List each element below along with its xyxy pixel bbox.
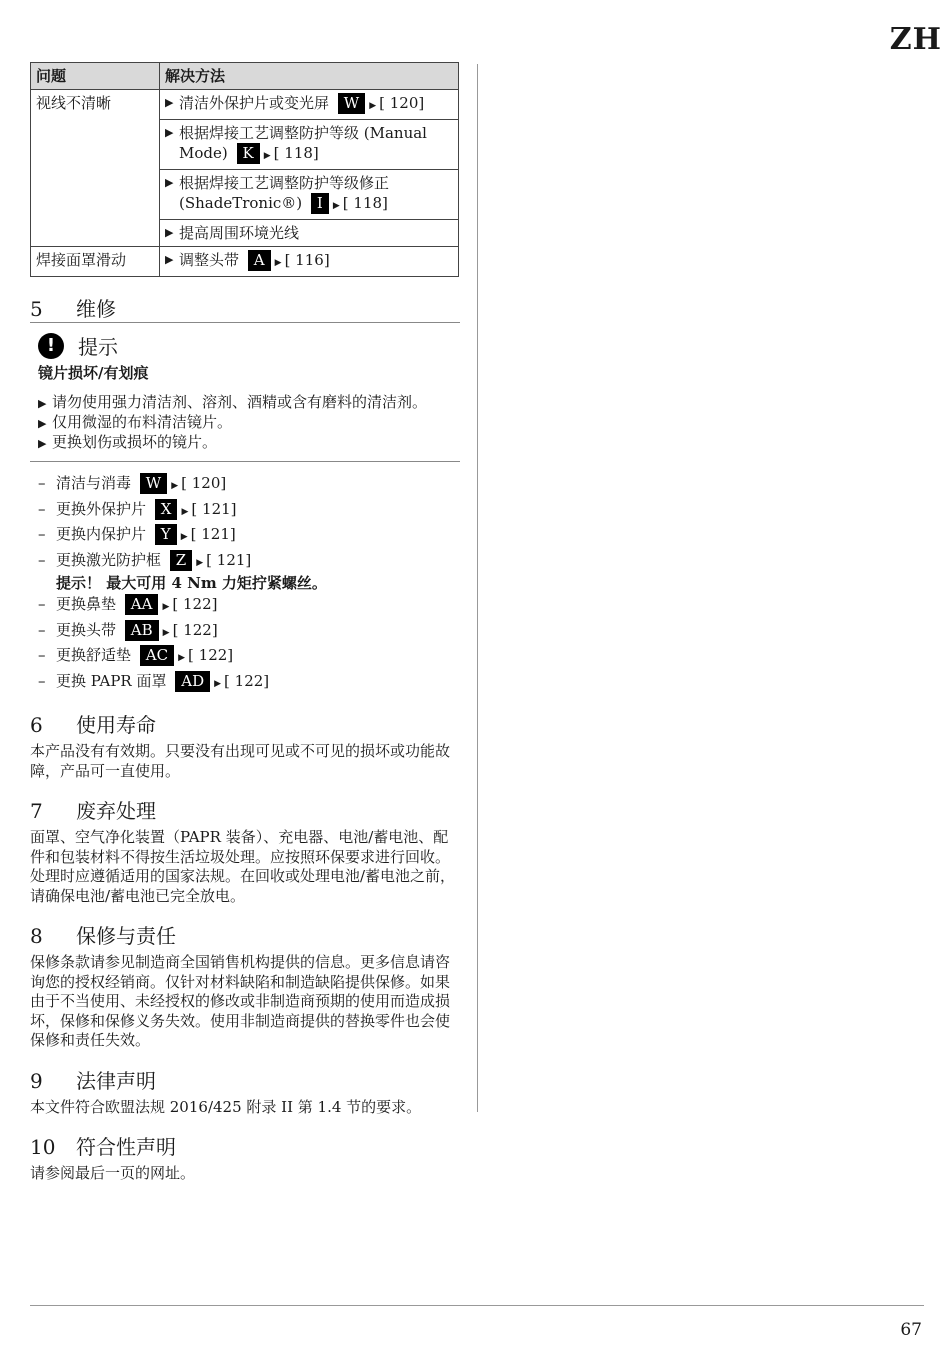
arrow-right-icon: ▶	[162, 627, 170, 638]
figure-badge: Y	[155, 524, 177, 545]
figure-badge: K	[237, 143, 260, 164]
bullet-arrow-icon: ▶	[165, 253, 174, 266]
task-text: 更换 PAPR 面罩	[56, 671, 167, 690]
table-row	[31, 247, 459, 277]
figure-badge: W	[140, 473, 167, 494]
section-8	[30, 920, 460, 1051]
page-reference: [ 121]	[191, 499, 237, 518]
bullet-arrow-icon: ▶	[38, 437, 47, 450]
figure-badge: I	[311, 193, 329, 214]
section-number: 7	[30, 799, 43, 823]
bullet-arrow-icon: ▶	[38, 397, 47, 410]
solution-cell	[160, 90, 459, 120]
solution-column-header: 解决方法	[160, 63, 459, 90]
page-reference: [ 122]	[224, 671, 270, 690]
notice-item	[38, 433, 460, 453]
section-body: 本产品没有有效期。只要没有出现可见或不可见的损坏或功能故障，产品可一直使用。	[30, 742, 451, 780]
section-5	[30, 293, 460, 695]
arrow-right-icon: ▶	[263, 151, 271, 161]
section-heading	[30, 920, 460, 949]
section-number: 6	[30, 713, 43, 737]
maintenance-task-list	[38, 472, 460, 695]
exclamation-icon: !	[38, 333, 64, 359]
task-text: 更换舒适垫	[56, 646, 132, 664]
notice-item	[38, 393, 460, 413]
main-column	[30, 62, 460, 1184]
column-divider	[477, 64, 478, 1112]
page-reference: [ 121]	[190, 525, 236, 543]
section-number: 9	[30, 1068, 43, 1093]
page-reference: [ 121]	[206, 550, 252, 569]
task-text: 更换内保护片	[56, 525, 147, 543]
section-10	[30, 1131, 460, 1184]
arrow-right-icon: ▶	[214, 678, 222, 689]
figure-badge: AB	[125, 620, 159, 641]
task-item	[38, 619, 460, 645]
notice-list	[38, 393, 460, 453]
dash-bullet: –	[38, 620, 46, 639]
arrow-right-icon: ▶	[196, 557, 204, 568]
notice-subtitle: 镜片损坏/有划痕	[38, 364, 149, 382]
figure-badge: AA	[125, 594, 159, 615]
task-item	[38, 644, 460, 670]
figure-badge: A	[248, 250, 271, 271]
figure-badge: AC	[140, 645, 174, 666]
task-text: 清洁与消毒	[56, 474, 132, 492]
arrow-right-icon: ▶	[369, 101, 377, 111]
problem-cell: 焊接面罩滑动	[31, 247, 160, 277]
section-7	[30, 795, 460, 906]
solution-cell	[160, 247, 459, 277]
page-reference: [ 118]	[273, 144, 319, 162]
problem-column-header: 问题	[31, 63, 160, 90]
arrow-right-icon: ▶	[180, 532, 188, 542]
solution-text: 根据焊接工艺调整防护等级 (Manual Mode)	[179, 124, 427, 162]
section-9	[30, 1065, 460, 1118]
notice-box	[30, 323, 460, 462]
bullet-arrow-icon: ▶	[165, 96, 174, 109]
bullet-arrow-icon: ▶	[165, 226, 174, 239]
task-item	[38, 593, 460, 619]
task-item	[38, 472, 460, 498]
dash-bullet: –	[38, 595, 46, 613]
notice-title: 提示	[78, 335, 118, 359]
solution-text: 提高周围环境光线	[179, 224, 300, 242]
figure-badge: AD	[175, 671, 210, 692]
section-body: 本文件符合欧盟法规 2016/425 附录 II 第 1.4 节的要求。	[30, 1097, 422, 1116]
dash-bullet: –	[38, 525, 46, 543]
section-heading	[30, 1131, 460, 1160]
arrow-right-icon: ▶	[178, 653, 186, 663]
task-item	[38, 498, 460, 524]
arrow-right-icon: ▶	[274, 258, 282, 268]
section-title: 使用寿命	[76, 713, 156, 737]
dash-bullet: –	[38, 646, 46, 664]
table-row	[31, 90, 459, 120]
task-text: 更换鼻垫	[56, 595, 117, 613]
solution-text: 清洁外保护片或变光屏	[179, 94, 330, 112]
section-title: 废弃处理	[76, 799, 156, 823]
section-number: 10	[30, 1135, 56, 1159]
section-heading	[30, 1065, 460, 1094]
page-reference: [ 122]	[172, 595, 218, 613]
solution-cell	[160, 120, 459, 170]
task-text: 更换激光防护框	[56, 550, 162, 569]
dash-bullet: –	[38, 499, 46, 518]
arrow-right-icon: ▶	[162, 602, 170, 612]
section-body: 保修条款请参见制造商全国销售机构提供的信息。更多信息请咨询您的授权经销商。仅针对材料缺陷和制造缺陷提供保修。如果由于不当使用、未经授权的修改或非制造商预期的使用而造成损坏，保修和保修义务失效。使用非制造商提供的替换零件也会使保修和责任失效。	[30, 953, 451, 1049]
arrow-right-icon: ▶	[171, 481, 179, 491]
solution-text: 调整头带	[179, 251, 240, 269]
section-body: 面罩、空气净化装置（PAPR 装备）、充电器、电池/蓄电池、配件和包装材料不得按生活垃圾处理。应按照环保要求进行回收。处理时应遵循适用的国家法规。在回收或处理电池/蓄电池之前，请确保电池/蓄电池已完全放电。	[30, 828, 456, 905]
section-title: 保修与责任	[76, 924, 176, 948]
section-heading	[30, 293, 460, 323]
page-reference: [ 118]	[342, 194, 388, 212]
section-title: 符合性声明	[76, 1135, 176, 1159]
notice-item-text: 更换划伤或损坏的镜片。	[52, 433, 218, 451]
section-heading	[30, 709, 460, 738]
page-reference: [ 116]	[284, 251, 330, 269]
page-reference: [ 120]	[181, 474, 227, 492]
bullet-arrow-icon: ▶	[38, 417, 47, 430]
bullet-arrow-icon: ▶	[165, 126, 174, 139]
notice-item-text: 仅用微湿的布料清洁镜片。	[52, 413, 233, 431]
language-code: ZH	[889, 22, 942, 57]
task-item	[38, 670, 460, 696]
sections	[30, 709, 460, 1184]
page-reference: [ 120]	[379, 94, 425, 112]
page-reference: [ 122]	[172, 620, 218, 639]
dash-bullet: –	[38, 671, 46, 690]
figure-badge: Z	[170, 550, 192, 571]
solution-cell	[160, 170, 459, 220]
task-item	[38, 549, 460, 575]
section-number: 8	[30, 924, 43, 948]
figure-badge: W	[338, 93, 365, 114]
section-heading	[30, 795, 460, 824]
dash-bullet: –	[38, 550, 46, 569]
section-title: 维修	[76, 297, 116, 321]
table-header-row	[31, 63, 459, 90]
dash-bullet: –	[38, 474, 46, 492]
notice-header	[30, 331, 460, 360]
page-number: 67	[900, 1320, 922, 1340]
arrow-right-icon: ▶	[332, 201, 340, 211]
footer-rule	[30, 1305, 924, 1306]
arrow-right-icon: ▶	[181, 506, 189, 517]
solution-text: 根据焊接工艺调整防护等级修正 (ShadeTronic®)	[179, 174, 390, 212]
section-title: 法律声明	[76, 1068, 156, 1093]
figure-badge: X	[155, 499, 178, 520]
notice-item	[38, 413, 460, 433]
section-body: 请参阅最后一页的网址。	[30, 1164, 196, 1182]
task-text: 更换头带	[56, 620, 117, 639]
section-6	[30, 709, 460, 781]
task-item	[38, 523, 460, 549]
troubleshooting-table	[30, 62, 459, 277]
page-reference: [ 122]	[188, 646, 234, 664]
bullet-arrow-icon: ▶	[165, 176, 174, 189]
torque-hint: 提示！ 最大可用 4 Nm 力矩拧紧螺丝。	[56, 574, 327, 592]
notice-item-text: 请勿使用强力清洁剂、溶剂、酒精或含有磨料的清洁剂。	[52, 393, 428, 411]
section-number: 5	[30, 297, 43, 321]
problem-cell: 视线不清晰	[31, 90, 160, 247]
task-text: 更换外保护片	[56, 499, 147, 518]
solution-cell	[160, 220, 459, 247]
